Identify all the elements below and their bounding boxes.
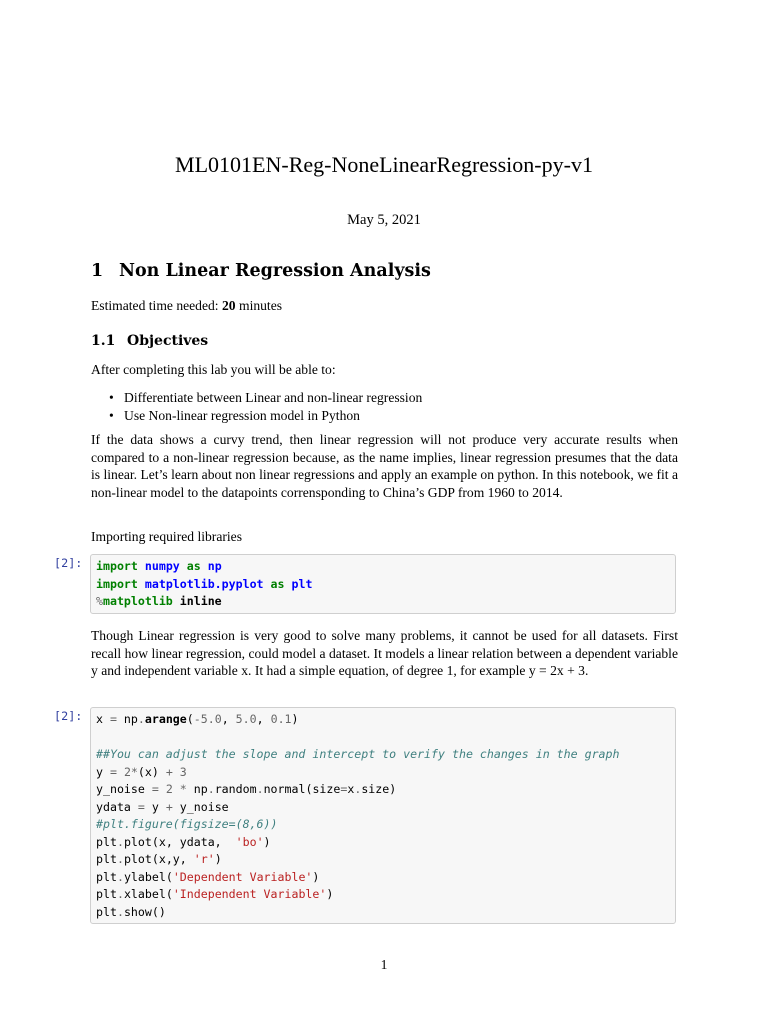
code-token: ##You can adjust the slope and intercept to verify the changes in the graph	[96, 747, 620, 761]
code-token: y	[96, 764, 110, 779]
code-token: plt	[96, 887, 117, 901]
code-token: )	[291, 712, 299, 726]
code-token: plot(x,y,	[123, 852, 194, 866]
code-token: .	[116, 869, 124, 884]
code-token: .	[207, 782, 215, 796]
code-token	[180, 559, 187, 573]
estimated-time-suffix: minutes	[235, 298, 283, 313]
code-token: =	[151, 782, 159, 796]
section-title: Non Linear Regression Analysis	[119, 261, 431, 281]
code-token: inline	[179, 594, 222, 608]
objectives-list	[91, 389, 422, 424]
code-line	[96, 765, 187, 779]
code-token: random	[214, 782, 257, 796]
code-token: +	[165, 799, 173, 814]
code-token: 5.0	[235, 712, 257, 726]
code-token: np	[186, 782, 208, 796]
subsection-heading	[91, 333, 208, 349]
code-token: np	[116, 712, 138, 726]
code-token: numpy	[144, 559, 180, 573]
code-token: )	[263, 834, 271, 849]
code-line	[96, 800, 229, 814]
code-token	[117, 765, 124, 779]
code-line	[96, 594, 222, 608]
code-token: import	[96, 576, 138, 591]
code-token: .	[116, 904, 124, 919]
code-token: 3	[179, 764, 187, 779]
code-token: y_noise	[96, 782, 152, 796]
estimated-time-value: 20	[222, 298, 236, 313]
code-token: plt	[96, 904, 117, 919]
code-token: .	[116, 834, 124, 849]
code-token: normal(size	[263, 782, 341, 796]
code-token: x	[96, 712, 110, 726]
code-token: +	[165, 764, 173, 779]
code-token: *	[179, 782, 187, 796]
code-token: as	[270, 576, 285, 591]
code-token: ,	[256, 712, 271, 726]
code-token: -	[193, 712, 201, 726]
cell-prompt: [2]:	[54, 556, 83, 570]
code-token: y	[144, 799, 166, 814]
section-heading	[91, 261, 431, 281]
code-token: 0.1	[270, 712, 292, 726]
objectives-intro: After completing this lab you will be able to:	[91, 362, 336, 377]
code-token: size)	[361, 782, 397, 796]
code-token: y_noise	[172, 799, 229, 814]
code-token: .	[116, 887, 124, 901]
code-token: %	[96, 594, 103, 608]
code-token: .	[354, 782, 362, 796]
code-token: show()	[123, 904, 166, 919]
code-token: *	[130, 764, 138, 779]
paragraph-text: Though Linear regression is very good to solve many problems, it cannot be used for all datasets. First recall how linear regression, could model a dataset. It models a linear relation between a dependent variable y and independent variable x. It had a simple equation, of degree 1, for example y =	[91, 628, 678, 679]
code-token: ylabel(	[123, 869, 173, 884]
code-token: ,	[221, 712, 236, 726]
estimated-time	[91, 297, 678, 315]
code-line	[96, 887, 333, 901]
code-token	[138, 559, 145, 573]
code-line	[96, 905, 166, 919]
code-line	[96, 782, 396, 796]
estimated-time-prefix: Estimated time needed:	[91, 298, 222, 313]
code-token: import	[96, 559, 138, 573]
code-token: plt	[291, 576, 313, 591]
code-token: 'bo'	[235, 834, 264, 849]
code-token: 'Independent Variable'	[172, 887, 327, 901]
document-date: May 5, 2021	[347, 212, 421, 228]
code-token: =	[109, 764, 117, 779]
subsection-number: 1.1	[91, 333, 116, 349]
code-token: =	[340, 782, 348, 796]
code-token: )	[214, 852, 222, 866]
code-token: =	[137, 799, 145, 814]
code-token: 2	[165, 782, 173, 796]
code-token: .	[116, 852, 124, 866]
list-item: • Differentiate between Linear and non-linear regression	[91, 389, 422, 407]
code-block[interactable]	[96, 711, 670, 921]
code-cell-plot[interactable]	[90, 707, 676, 924]
code-token: 'Dependent Variable'	[172, 869, 313, 884]
code-token: ydata	[96, 799, 138, 814]
code-token	[159, 782, 166, 796]
code-token: plt	[96, 869, 117, 884]
code-token: xlabel(	[123, 887, 173, 901]
code-token: 'r'	[193, 852, 215, 866]
subsection-title: Objectives	[127, 333, 209, 349]
code-line	[96, 577, 312, 591]
code-line	[96, 817, 277, 831]
code-token: matplotlib.pyplot	[144, 576, 264, 591]
code-token: 5.0	[200, 712, 222, 726]
code-token: (	[186, 712, 194, 726]
code-token: #plt.figure(figsize=(8,6))	[96, 817, 278, 831]
code-token: =	[109, 712, 117, 726]
code-token	[264, 577, 271, 591]
code-token: matplotlib	[102, 594, 173, 608]
section-number: 1	[91, 261, 104, 281]
page-number: 1	[380, 957, 388, 972]
code-token: (x)	[137, 764, 166, 779]
code-token: 2	[123, 764, 131, 779]
code-line	[96, 559, 222, 573]
paragraph-end: .	[584, 663, 589, 679]
list-item: • Use Non-linear regression model in Python	[91, 407, 422, 425]
code-token	[138, 577, 145, 591]
code-token: plt	[96, 834, 117, 849]
code-token: .	[256, 782, 264, 796]
code-token: as	[186, 559, 201, 573]
code-token: )	[326, 887, 334, 901]
code-cell-imports[interactable]	[90, 554, 676, 614]
code-token: plt	[96, 852, 117, 866]
code-line	[96, 835, 271, 849]
code-token: plot(x, ydata,	[123, 834, 236, 849]
code-token: arange	[144, 712, 187, 726]
code-line	[96, 747, 620, 761]
code-line	[96, 870, 319, 884]
code-token	[173, 765, 180, 779]
code-token	[173, 594, 180, 608]
equation-math: 2x + 3	[550, 663, 585, 679]
cell-prompt: [2]:	[54, 709, 83, 723]
document-title: ML0101EN-Reg-NoneLinearRegression-py-v1	[175, 152, 593, 177]
code-token: .	[137, 712, 145, 726]
code-block[interactable]	[96, 558, 670, 611]
code-line	[96, 712, 299, 726]
code-token: )	[312, 869, 320, 884]
intro-paragraph: If the data shows a curvy trend, then linear regression will not produce very accurate results when compared to a non-linear regression because, as the name implies, linear regression presumes that the data is linear. Let’s learn about non linear regressions and apply an example on python. In this notebook, we fit a non-linear model to the datapoints corrensponding to China’s GDP from 1960 to 2014.	[91, 432, 678, 500]
code-line	[96, 852, 222, 866]
code-token: x	[347, 782, 355, 796]
linear-regression-paragraph	[91, 627, 678, 680]
code-token	[173, 782, 180, 796]
importing-label: Importing required libraries	[91, 529, 242, 544]
code-token: np	[207, 559, 222, 573]
code-token	[201, 559, 208, 573]
